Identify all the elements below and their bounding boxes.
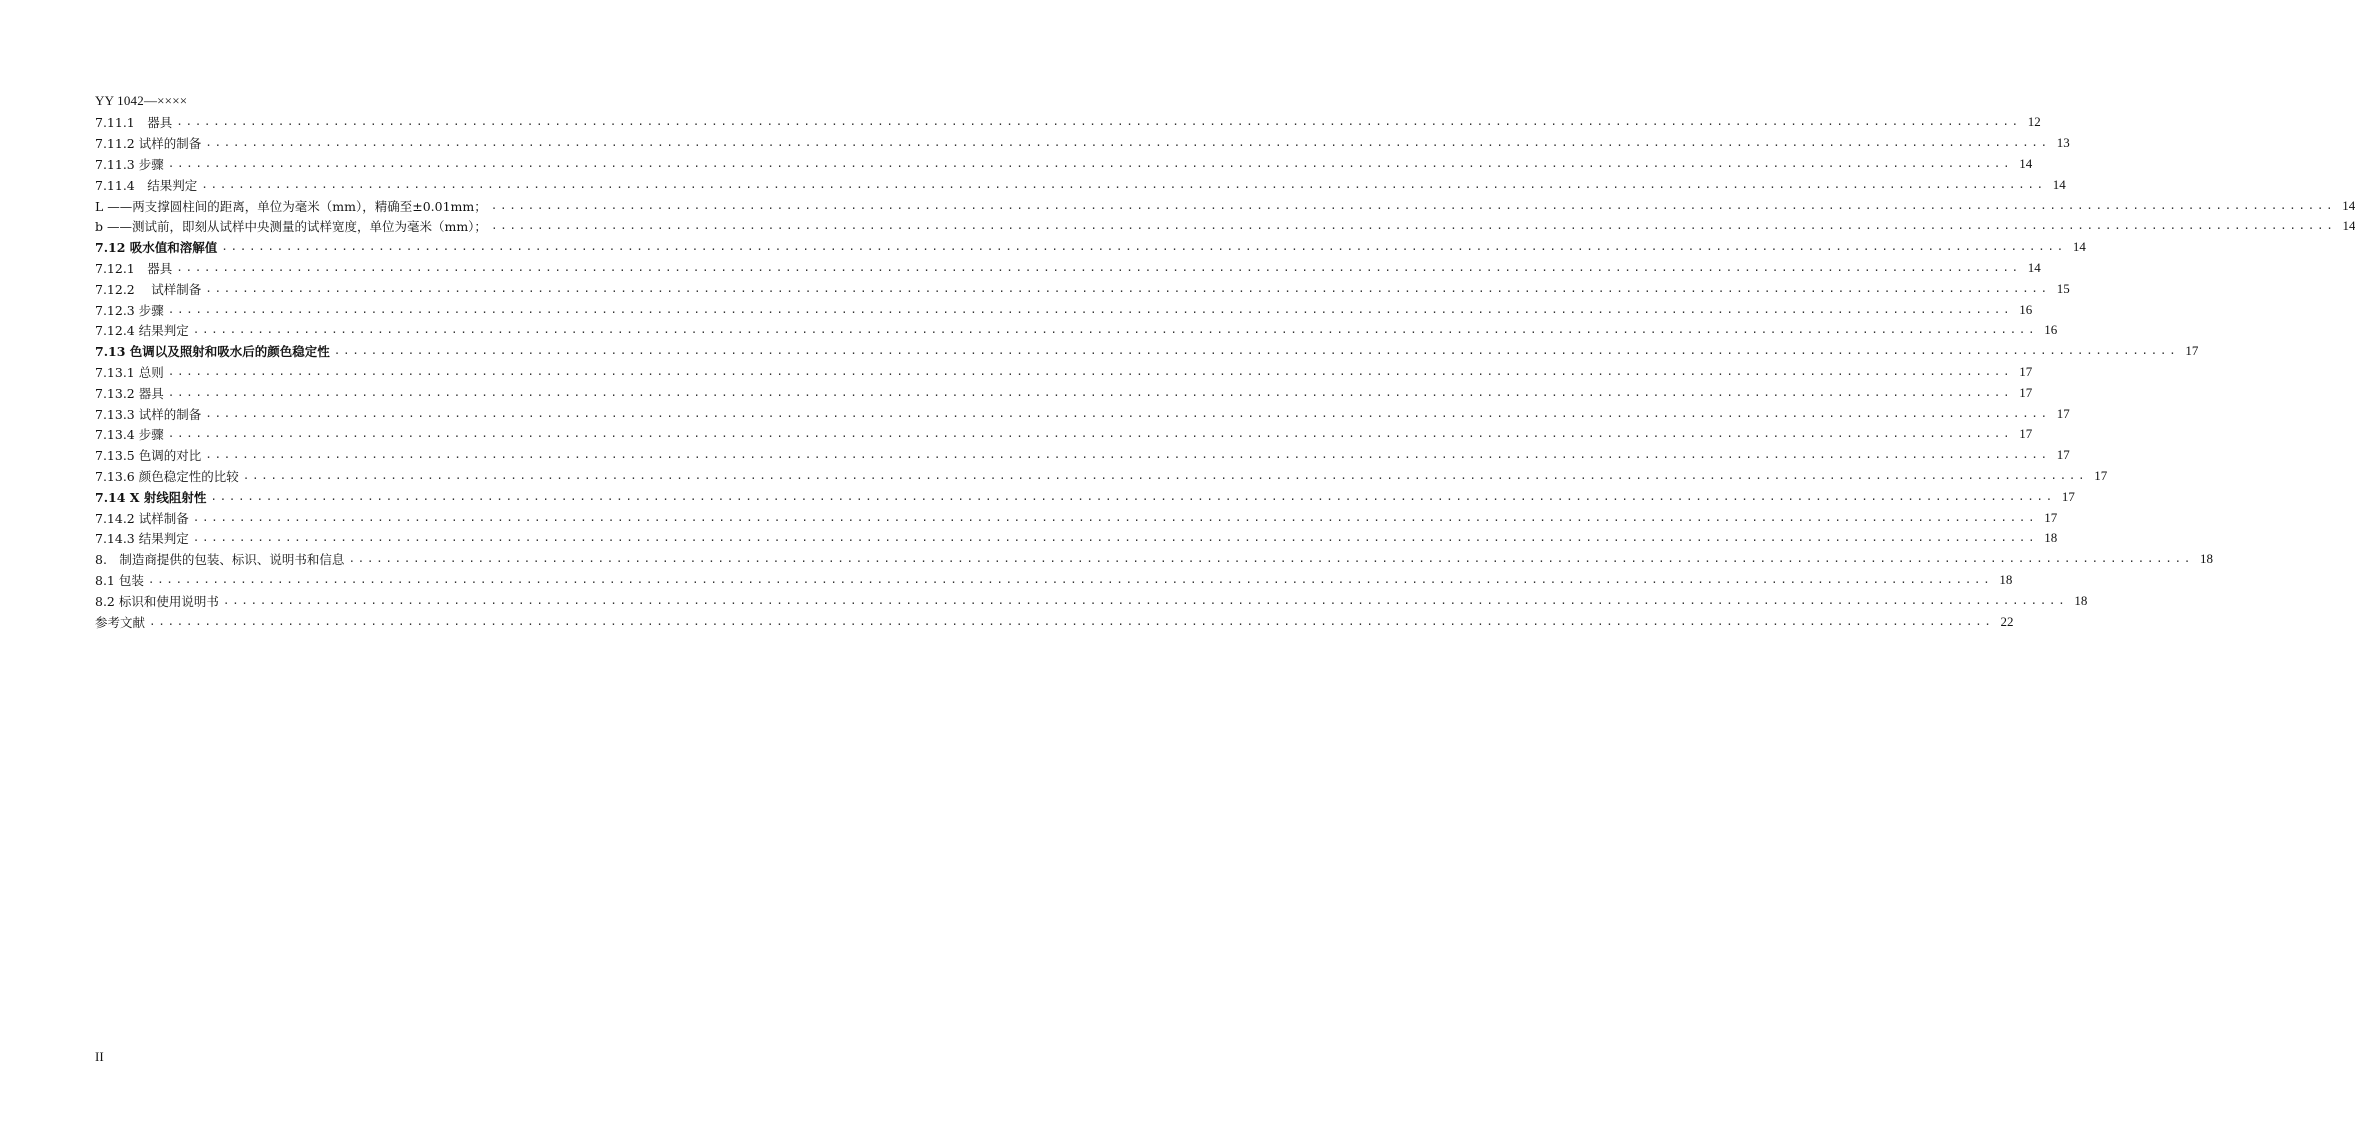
- toc-dot-leader: ........................................................................................................................................................................................................: [348, 552, 2193, 566]
- toc-entry[interactable]: [95, 549, 2213, 570]
- toc-entry[interactable]: [95, 611, 2014, 632]
- toc-entry-title: 7.12.2 试样制备: [95, 281, 202, 297]
- toc-dot-leader: ........................................................................................................................................................................................................: [167, 364, 2013, 378]
- toc-dot-leader: ........................................................................................................................................................................................................: [205, 136, 2050, 150]
- toc-dot-leader: ........................................................................................................................................................................................................: [333, 344, 2179, 358]
- toc-dot-leader: ........................................................................................................................................................................................................: [192, 531, 2038, 545]
- toc-entry[interactable]: [95, 320, 2058, 341]
- toc-entry-page-number: 17: [2056, 447, 2070, 463]
- toc-entry-page-number: 16: [2044, 322, 2058, 338]
- toc-entry-title: 7.13.6 颜色稳定性的比较: [95, 468, 239, 484]
- toc-entry[interactable]: [95, 486, 2075, 507]
- toc-entry-page-number: 17: [2044, 509, 2058, 525]
- toc-entry-title: L ——两支撑圆柱间的距离，单位为毫米（mm），精确至±0.01mm；: [95, 198, 487, 214]
- toc-entry-title: 7.12 吸水值和溶解值: [95, 240, 218, 256]
- toc-entry-title: 8.2 标识和使用说明书: [95, 593, 219, 609]
- toc-entry[interactable]: [95, 570, 2013, 591]
- toc-entry[interactable]: [95, 590, 2088, 611]
- toc-entry[interactable]: [95, 216, 2355, 237]
- toc-entry-page-number: 14: [2342, 218, 2355, 234]
- toc-entry-page-number: 14: [2019, 155, 2033, 171]
- toc-entry[interactable]: [95, 299, 2033, 320]
- toc-entry-page-number: 12: [2027, 114, 2041, 130]
- toc-dot-leader: ........................................................................................................................................................................................................: [167, 385, 2013, 399]
- toc-entry-title: 7.13.3 试样的制备: [95, 406, 202, 422]
- toc-entry[interactable]: [95, 403, 2070, 424]
- toc-dot-leader: ........................................................................................................................................................................................................: [205, 406, 2050, 420]
- toc-entry-page-number: 17: [2061, 488, 2075, 504]
- toc-entry[interactable]: [95, 445, 2070, 466]
- toc-entry[interactable]: [95, 133, 2070, 154]
- toc-entry-page-number: 13: [2056, 135, 2070, 151]
- toc-entry-page-number: 14: [2052, 176, 2066, 192]
- toc-entry-page-number: 18: [2199, 551, 2213, 567]
- toc-dot-leader: ........................................................................................................................................................................................................: [167, 427, 2013, 441]
- toc-entry-page-number: 15: [2056, 280, 2070, 296]
- toc-entry-page-number: 18: [1999, 571, 2013, 587]
- toc-entry-page-number: 14: [2072, 239, 2086, 255]
- toc-entry[interactable]: [95, 154, 2033, 175]
- toc-entry-title: 7.13.5 色调的对比: [95, 448, 202, 464]
- toc-entry[interactable]: [95, 528, 2058, 549]
- toc-entry[interactable]: [95, 466, 2108, 487]
- toc-entry-page-number: 17: [2019, 363, 2033, 379]
- toc-dot-leader: ........................................................................................................................................................................................................: [490, 198, 2336, 212]
- toc-entry[interactable]: [95, 341, 2199, 362]
- toc-dot-leader: ........................................................................................................................................................................................................: [176, 260, 2021, 274]
- toc-dot-leader: ........................................................................................................................................................................................................: [192, 510, 2038, 524]
- toc-entry-page-number: 14: [2027, 259, 2041, 275]
- toc-entry-page-number: 17: [2019, 426, 2033, 442]
- page-number-footer: II: [95, 1049, 104, 1064]
- toc-entry-page-number: 18: [2044, 530, 2058, 546]
- toc-dot-leader: ........................................................................................................................................................................................................: [167, 302, 2013, 316]
- toc-dot-leader: ........................................................................................................................................................................................................: [149, 614, 1994, 628]
- toc-entry[interactable]: [95, 258, 2041, 279]
- toc-entry-page-number: 17: [2094, 467, 2108, 483]
- toc-entry-title: 7.14.3 结果判定: [95, 531, 189, 547]
- toc-entry-page-number: 14: [2342, 197, 2355, 213]
- toc-entry-page-number: 17: [2019, 384, 2033, 400]
- toc-dot-leader: ........................................................................................................................................................................................................: [242, 468, 2088, 482]
- toc-entry-title: 7.11.2 试样的制备: [95, 136, 202, 152]
- toc-entry[interactable]: [95, 195, 2355, 216]
- toc-entry-title: 7.11.1 器具: [95, 115, 173, 131]
- toc-entry-title: b ——测试前，即刻从试样中央测量的试样宽度，单位为毫米（mm）；: [95, 219, 487, 235]
- toc-dot-leader: ........................................................................................................................................................................................................: [192, 323, 2038, 337]
- toc-entry-title: 7.14.2 试样制备: [95, 510, 189, 526]
- toc-dot-leader: ........................................................................................................................................................................................................: [205, 281, 2050, 295]
- toc-entry[interactable]: [95, 174, 2066, 195]
- toc-entry-title: 7.13.1 总则: [95, 364, 164, 380]
- toc-entry-title: 7.14 X 射线阻射性: [95, 489, 207, 505]
- toc-entry-title: 8.1 包装: [95, 572, 144, 588]
- toc-entry[interactable]: [95, 278, 2070, 299]
- toc-entry[interactable]: [95, 507, 2058, 528]
- toc-entry-page-number: 22: [2000, 613, 2014, 629]
- toc-entry-title: 8. 制造商提供的包装、标识、说明书和信息: [95, 552, 345, 568]
- toc-dot-leader: ........................................................................................................................................................................................................: [167, 156, 2013, 170]
- toc-dot-leader: ........................................................................................................................................................................................................: [205, 448, 2050, 462]
- toc-dot-leader: ........................................................................................................................................................................................................: [222, 593, 2068, 607]
- toc-entry-title: 参考文献: [95, 614, 146, 630]
- toc-dot-leader: ........................................................................................................................................................................................................: [221, 240, 2066, 254]
- table-of-contents: [95, 112, 2355, 632]
- toc-dot-leader: ........................................................................................................................................................................................................: [490, 219, 2336, 233]
- toc-entry-page-number: 16: [2019, 301, 2033, 317]
- toc-entry-title: 7.12.4 结果判定: [95, 323, 189, 339]
- toc-entry-page-number: 17: [2185, 343, 2199, 359]
- toc-entry-page-number: 18: [2074, 592, 2088, 608]
- toc-entry-page-number: 17: [2056, 405, 2070, 421]
- toc-entry[interactable]: [95, 112, 2041, 133]
- toc-entry-title: 7.13.4 步骤: [95, 427, 164, 443]
- toc-entry-title: 7.11.3 步骤: [95, 156, 164, 172]
- toc-dot-leader: ........................................................................................................................................................................................................: [210, 489, 2055, 503]
- toc-entry-title: 7.13.2 器具: [95, 385, 164, 401]
- toc-entry[interactable]: [95, 424, 2033, 445]
- toc-entry-title: 7.12.3 步骤: [95, 302, 164, 318]
- toc-entry[interactable]: [95, 362, 2033, 383]
- toc-entry-title: 7.13 色调以及照射和吸水后的颜色稳定性: [95, 344, 330, 360]
- standard-number-header: YY 1042—××××: [95, 93, 188, 108]
- toc-entry[interactable]: [95, 382, 2033, 403]
- toc-entry-title: 7.11.4 结果判定: [95, 177, 198, 193]
- toc-entry-title: 7.12.1 器具: [95, 260, 173, 276]
- toc-entry[interactable]: [95, 237, 2086, 258]
- toc-dot-leader: ........................................................................................................................................................................................................: [147, 572, 1993, 586]
- toc-dot-leader: ........................................................................................................................................................................................................: [176, 115, 2021, 129]
- toc-dot-leader: ........................................................................................................................................................................................................: [201, 177, 2046, 191]
